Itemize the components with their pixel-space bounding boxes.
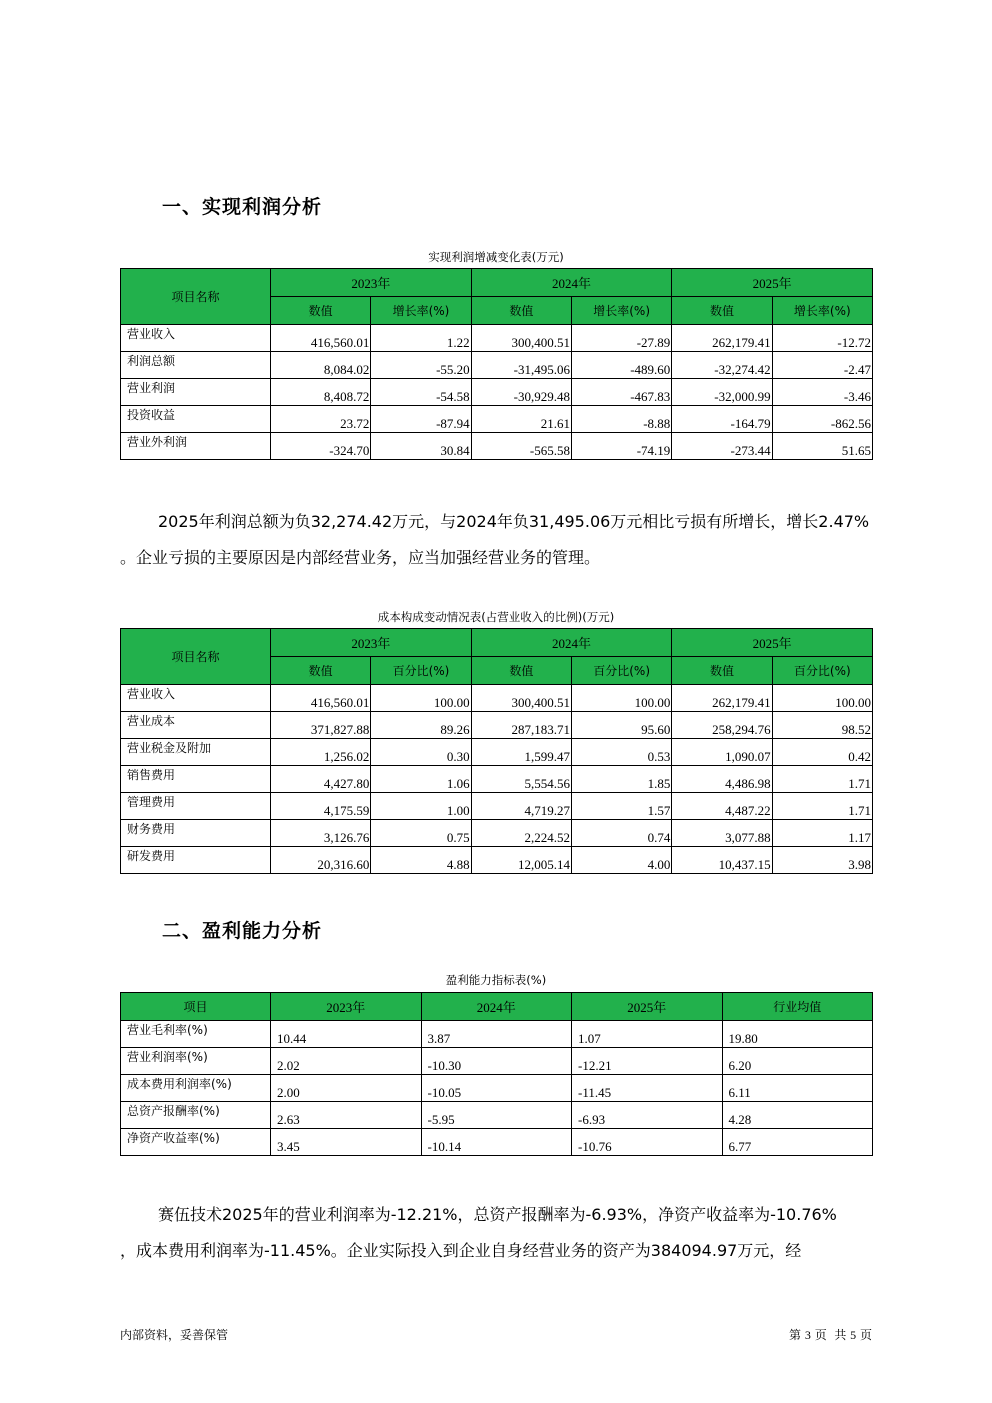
row-label: 销售费用 <box>121 766 271 793</box>
table-row <box>121 685 873 712</box>
table-cell: 3,126.76 <box>271 820 371 847</box>
row-label: 营业税金及附加 <box>121 739 271 766</box>
row-label: 营业收入 <box>121 685 271 712</box>
table3-caption: 盈利能力指标表(%) <box>445 973 547 987</box>
table-cell: -467.83 <box>571 379 671 406</box>
table-cell: 1.57 <box>571 793 671 820</box>
header-year: 2025年 <box>672 629 873 657</box>
table-cell: 4,427.80 <box>271 766 371 793</box>
table-cell: 3.87 <box>421 1021 572 1048</box>
row-label: 净资产收益率(%) <box>121 1129 271 1156</box>
table-row <box>121 433 873 460</box>
paragraph-line: 赛伍技术2025年的营业利润率为-12.21%，总资产报酬率为-6.93%，净资产收益率为-10.76% <box>158 1205 837 1224</box>
header-value: 数值 <box>672 297 772 325</box>
row-label: 研发费用 <box>121 847 271 874</box>
table-cell: -164.79 <box>672 406 772 433</box>
footer-page-number <box>789 1326 872 1343</box>
table-cell: -324.70 <box>271 433 371 460</box>
table-cell: 89.26 <box>371 712 471 739</box>
page-current: 3 <box>804 1328 811 1342</box>
table-cell: -10.14 <box>421 1129 572 1156</box>
table-row <box>121 406 873 433</box>
table-cell: 2.63 <box>271 1102 422 1129</box>
table-cell: -565.58 <box>471 433 571 460</box>
table-cell: 1.06 <box>371 766 471 793</box>
table-cell: -10.30 <box>421 1048 572 1075</box>
header-year: 2023年 <box>271 269 472 297</box>
table-cell: 6.11 <box>722 1075 873 1102</box>
table-cell: 12,005.14 <box>471 847 571 874</box>
paragraph-line: ，成本费用利润率为-11.45%。企业实际投入到企业自身经营业务的资产为384094.97万元，经 <box>120 1241 802 1260</box>
header-percentage: 百分比(%) <box>371 657 471 685</box>
table-cell: 1.71 <box>772 766 872 793</box>
header-year: 2023年 <box>271 629 472 657</box>
table-row <box>121 379 873 406</box>
page-total: 5 <box>850 1328 857 1342</box>
header-value: 数值 <box>672 657 772 685</box>
table-row <box>121 820 873 847</box>
row-label: 营业成本 <box>121 712 271 739</box>
table-cell: -862.56 <box>772 406 872 433</box>
table-row <box>121 793 873 820</box>
table-cell: 0.75 <box>371 820 471 847</box>
table-cell: 287,183.71 <box>471 712 571 739</box>
table-cell: -2.47 <box>772 352 872 379</box>
table-cell: 95.60 <box>571 712 671 739</box>
table-cell: 3.45 <box>271 1129 422 1156</box>
row-label: 营业外利润 <box>121 433 271 460</box>
table-row <box>121 766 873 793</box>
page-mid: 页 共 <box>814 1328 847 1342</box>
profit-summary-paragraph <box>120 504 880 576</box>
table-cell: -12.72 <box>772 325 872 352</box>
header-value: 数值 <box>471 297 571 325</box>
table-cell: -11.45 <box>572 1075 723 1102</box>
header-value: 数值 <box>271 657 371 685</box>
header-percentage: 百分比(%) <box>772 657 872 685</box>
table-cell: 30.84 <box>371 433 471 460</box>
table-cell: 23.72 <box>271 406 371 433</box>
table-cell: 0.74 <box>571 820 671 847</box>
cost-structure-table <box>120 628 873 874</box>
row-label: 财务费用 <box>121 820 271 847</box>
table-cell: 262,179.41 <box>672 325 772 352</box>
table-cell: 6.77 <box>722 1129 873 1156</box>
table-cell: -54.58 <box>371 379 471 406</box>
table-cell: 4,719.27 <box>471 793 571 820</box>
table-cell: 4,487.22 <box>672 793 772 820</box>
header-growth-rate: 增长率(%) <box>772 297 872 325</box>
table-cell: 1,256.02 <box>271 739 371 766</box>
table-cell: 10,437.15 <box>672 847 772 874</box>
table-cell: 258,294.76 <box>672 712 772 739</box>
table-cell: 0.53 <box>571 739 671 766</box>
table-cell: -32,274.42 <box>672 352 772 379</box>
table1-caption: 实现利润增减变化表(万元) <box>428 250 564 264</box>
section-title-profit-analysis: 一、实现利润分析 <box>162 196 323 218</box>
table-cell: 20,316.60 <box>271 847 371 874</box>
table-row <box>121 1129 873 1156</box>
header-year: 2025年 <box>572 993 723 1021</box>
table-cell: -3.46 <box>772 379 872 406</box>
footer-confidential-note: 内部资料，妥善保管 <box>120 1328 229 1342</box>
table-cell: 21.61 <box>471 406 571 433</box>
table-cell: -5.95 <box>421 1102 572 1129</box>
table-cell: 416,560.01 <box>271 325 371 352</box>
table-cell: 262,179.41 <box>672 685 772 712</box>
header-industry-average: 行业均值 <box>722 993 873 1021</box>
table-cell: 3.98 <box>772 847 872 874</box>
row-label: 营业利润率(%) <box>121 1048 271 1075</box>
page-prefix: 第 <box>789 1328 802 1342</box>
header-value: 数值 <box>271 297 371 325</box>
header-item-name: 项目名称 <box>121 269 271 325</box>
table-cell: 0.30 <box>371 739 471 766</box>
table2-caption: 成本构成变动情况表(占营业收入的比例)(万元) <box>377 610 615 624</box>
table-cell: 4.28 <box>722 1102 873 1129</box>
table-cell: 2.00 <box>271 1075 422 1102</box>
table-cell: -273.44 <box>672 433 772 460</box>
table-cell: 98.52 <box>772 712 872 739</box>
table-cell: 2.02 <box>271 1048 422 1075</box>
header-growth-rate: 增长率(%) <box>571 297 671 325</box>
table-cell: 6.20 <box>722 1048 873 1075</box>
row-label: 总资产报酬率(%) <box>121 1102 271 1129</box>
table-cell: -10.05 <box>421 1075 572 1102</box>
table-cell: -31,495.06 <box>471 352 571 379</box>
header-year: 2025年 <box>672 269 873 297</box>
table-cell: 8,408.72 <box>271 379 371 406</box>
table-cell: 4,175.59 <box>271 793 371 820</box>
table-cell: 3,077.88 <box>672 820 772 847</box>
table-cell: 4.00 <box>571 847 671 874</box>
table-cell: 1,090.07 <box>672 739 772 766</box>
table-cell: -55.20 <box>371 352 471 379</box>
table-cell: 8,084.02 <box>271 352 371 379</box>
table-row <box>121 325 873 352</box>
table-row <box>121 1021 873 1048</box>
header-percentage: 百分比(%) <box>571 657 671 685</box>
table-cell: 416,560.01 <box>271 685 371 712</box>
table-cell: 100.00 <box>772 685 872 712</box>
table-row <box>121 739 873 766</box>
table-cell: 19.80 <box>722 1021 873 1048</box>
table-cell: 100.00 <box>571 685 671 712</box>
table-cell: -32,000.99 <box>672 379 772 406</box>
table-cell: 371,827.88 <box>271 712 371 739</box>
table-cell: 1.07 <box>572 1021 723 1048</box>
row-label: 成本费用利润率(%) <box>121 1075 271 1102</box>
page-suffix: 页 <box>859 1328 872 1342</box>
table-cell: -87.94 <box>371 406 471 433</box>
table-cell: 1.17 <box>772 820 872 847</box>
table-cell: -74.19 <box>571 433 671 460</box>
table-cell: 300,400.51 <box>471 685 571 712</box>
row-label: 管理费用 <box>121 793 271 820</box>
table-cell: 1.00 <box>371 793 471 820</box>
table-cell: 300,400.51 <box>471 325 571 352</box>
row-label: 营业收入 <box>121 325 271 352</box>
header-value: 数值 <box>471 657 571 685</box>
table-cell: 100.00 <box>371 685 471 712</box>
table-cell: -12.21 <box>572 1048 723 1075</box>
row-label: 营业毛利率(%) <box>121 1021 271 1048</box>
table-row <box>121 352 873 379</box>
header-year: 2023年 <box>271 993 422 1021</box>
table-cell: -6.93 <box>572 1102 723 1129</box>
table-cell: 5,554.56 <box>471 766 571 793</box>
table-row <box>121 1102 873 1129</box>
paragraph-line: 。企业亏损的主要原因是内部经营业务，应当加强经营业务的管理。 <box>120 548 601 567</box>
table-cell: 4,486.98 <box>672 766 772 793</box>
header-year: 2024年 <box>471 269 672 297</box>
header-year: 2024年 <box>421 993 572 1021</box>
table-cell: -10.76 <box>572 1129 723 1156</box>
table-row <box>121 847 873 874</box>
table-cell: 1.71 <box>772 793 872 820</box>
profitability-summary-paragraph <box>120 1197 880 1269</box>
header-year: 2024年 <box>471 629 672 657</box>
table-cell: -8.88 <box>571 406 671 433</box>
profit-change-table <box>120 268 873 460</box>
table-row <box>121 712 873 739</box>
table-cell: -489.60 <box>571 352 671 379</box>
paragraph-line: 2025年利润总额为负32,274.42万元，与2024年负31,495.06万元相比亏损有所增长，增长2.47% <box>158 512 870 531</box>
section-title-profitability-analysis: 二、盈利能力分析 <box>162 920 323 942</box>
table-cell: 51.65 <box>772 433 872 460</box>
table-cell: -27.89 <box>571 325 671 352</box>
header-item-name: 项目名称 <box>121 629 271 685</box>
row-label: 利润总额 <box>121 352 271 379</box>
table-cell: 0.42 <box>772 739 872 766</box>
table-cell: 1,599.47 <box>471 739 571 766</box>
table-cell: 1.22 <box>371 325 471 352</box>
table-cell: -30,929.48 <box>471 379 571 406</box>
row-label: 营业利润 <box>121 379 271 406</box>
profitability-indicator-table <box>120 992 873 1156</box>
table-row <box>121 1048 873 1075</box>
header-growth-rate: 增长率(%) <box>371 297 471 325</box>
header-item: 项目 <box>121 993 271 1021</box>
table-cell: 10.44 <box>271 1021 422 1048</box>
table-cell: 2,224.52 <box>471 820 571 847</box>
table-cell: 1.85 <box>571 766 671 793</box>
row-label: 投资收益 <box>121 406 271 433</box>
table-row <box>121 1075 873 1102</box>
table-cell: 4.88 <box>371 847 471 874</box>
